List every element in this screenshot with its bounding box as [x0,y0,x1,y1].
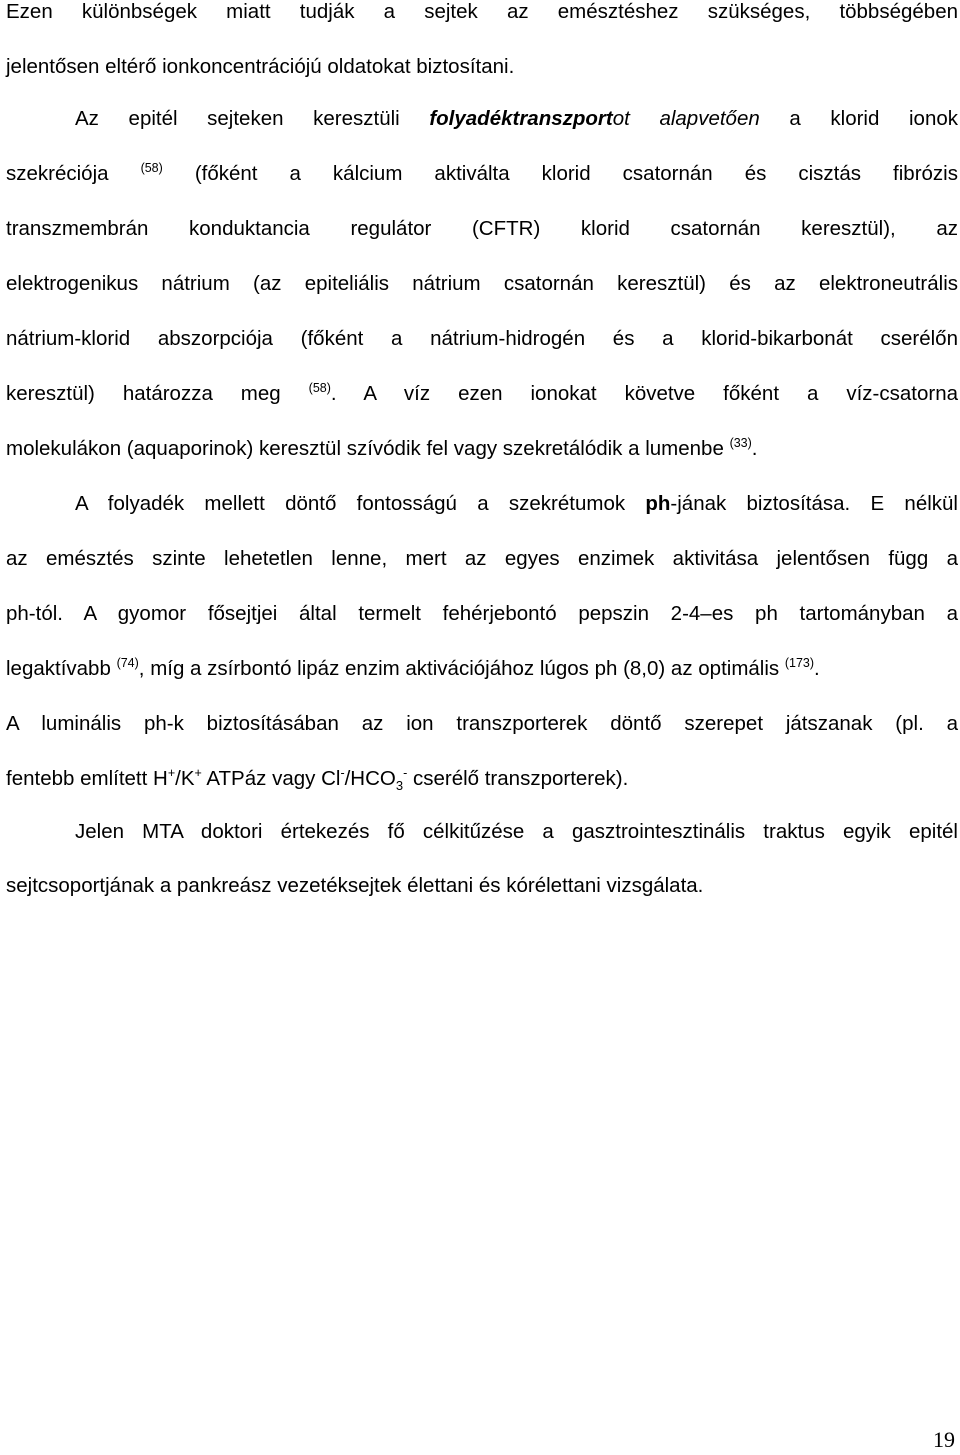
emphasis-alapvetoen: ot alapvetően [612,107,760,130]
emphasis-ph: ph [645,492,671,515]
paragraph-3-line-3: ph-tól. A gyomor fősejtjei által termelt fehérjebontó pepszin 2-4–es ph tartományban a [6,602,958,625]
emphasis-folyadektranszport: folyadéktranszport [429,107,613,130]
paragraph-1-line-2: jelentősen eltérő ionkoncentrációjú oldatokat biztosítani. [6,55,515,78]
paragraph-2-line-3: transzmembrán konduktancia regulátor (CFTR) klorid csatornán keresztül), az [6,217,958,240]
paragraph-2-line-7: molekulákon (aquaporinok) keresztül szívódik fel vagy szekretálódik a lumenbe $^{(33)}$. [6,436,758,460]
page-number: 19 [933,1427,955,1452]
paragraph-2-line-6: keresztül) határozza meg $^{(58)}$. A víz ezen ionokat követve főként a víz-csatorna [6,381,958,405]
citation-33: (33) [729,436,752,450]
paragraph-4-line-2: sejtcsoportjának a pankreász vezetéksejtek élettani és kórélettani vizsgálata. [6,874,704,897]
paragraph-4-line-1: Jelen MTA doktori értekezés fő célkitűzése a gasztrointesztinális traktus egyik epitél [75,820,958,843]
paragraph-2-line-4: elektrogenikus nátrium (az epiteliális nátrium csatornán keresztül) és az elektroneutrális [6,272,958,295]
citation-173: (173) [784,656,815,670]
citation-58: (58) [308,381,331,395]
citation-58: (58) [140,161,163,175]
citation-74: (74) [116,656,139,670]
paragraph-2-line-2: szekréciója $^{(58)}$ (főként a kálcium aktiválta klorid csatornán és cisztás fibrózis [6,161,958,185]
paragraph-3-line-5: A luminális ph-k biztosításában az ion transzporterek döntő szerepet játszanak (pl. a [6,712,958,735]
paragraph-3-line-4: legaktívabb $^{(74)}$, míg a zsírbontó lipáz enzim aktivációjához lúgos ph (8,0) az optimális $^{(173)}$. [6,656,820,680]
paragraph-1-line-1: Ezen különbségek miatt tudják a sejtek az emésztéshez szükséges, többségében [6,0,958,23]
paragraph-3-line-2: az emésztés szinte lehetetlen lenne, mert az egyes enzimek aktivitása jelentősen függ a [6,547,958,570]
paragraph-3-line-1: A folyadék mellett döntő fontosságú a szekrétumok ph-jának biztosítása. E nélkül [75,492,958,515]
paragraph-3-line-6: fentebb említett H+/K+ ATPáz vagy $Cl^-/HCO_3^-$ cserélő transzporterek). [6,766,629,793]
paragraph-2-line-5: nátrium-klorid abszorpciója (főként a nátrium-hidrogén és a klorid-bikarbonát cserélőn [6,327,958,350]
paragraph-2-line-1: Az epitél sejteken keresztüli folyadéktranszportot alapvetően a klorid ionok [75,107,959,130]
